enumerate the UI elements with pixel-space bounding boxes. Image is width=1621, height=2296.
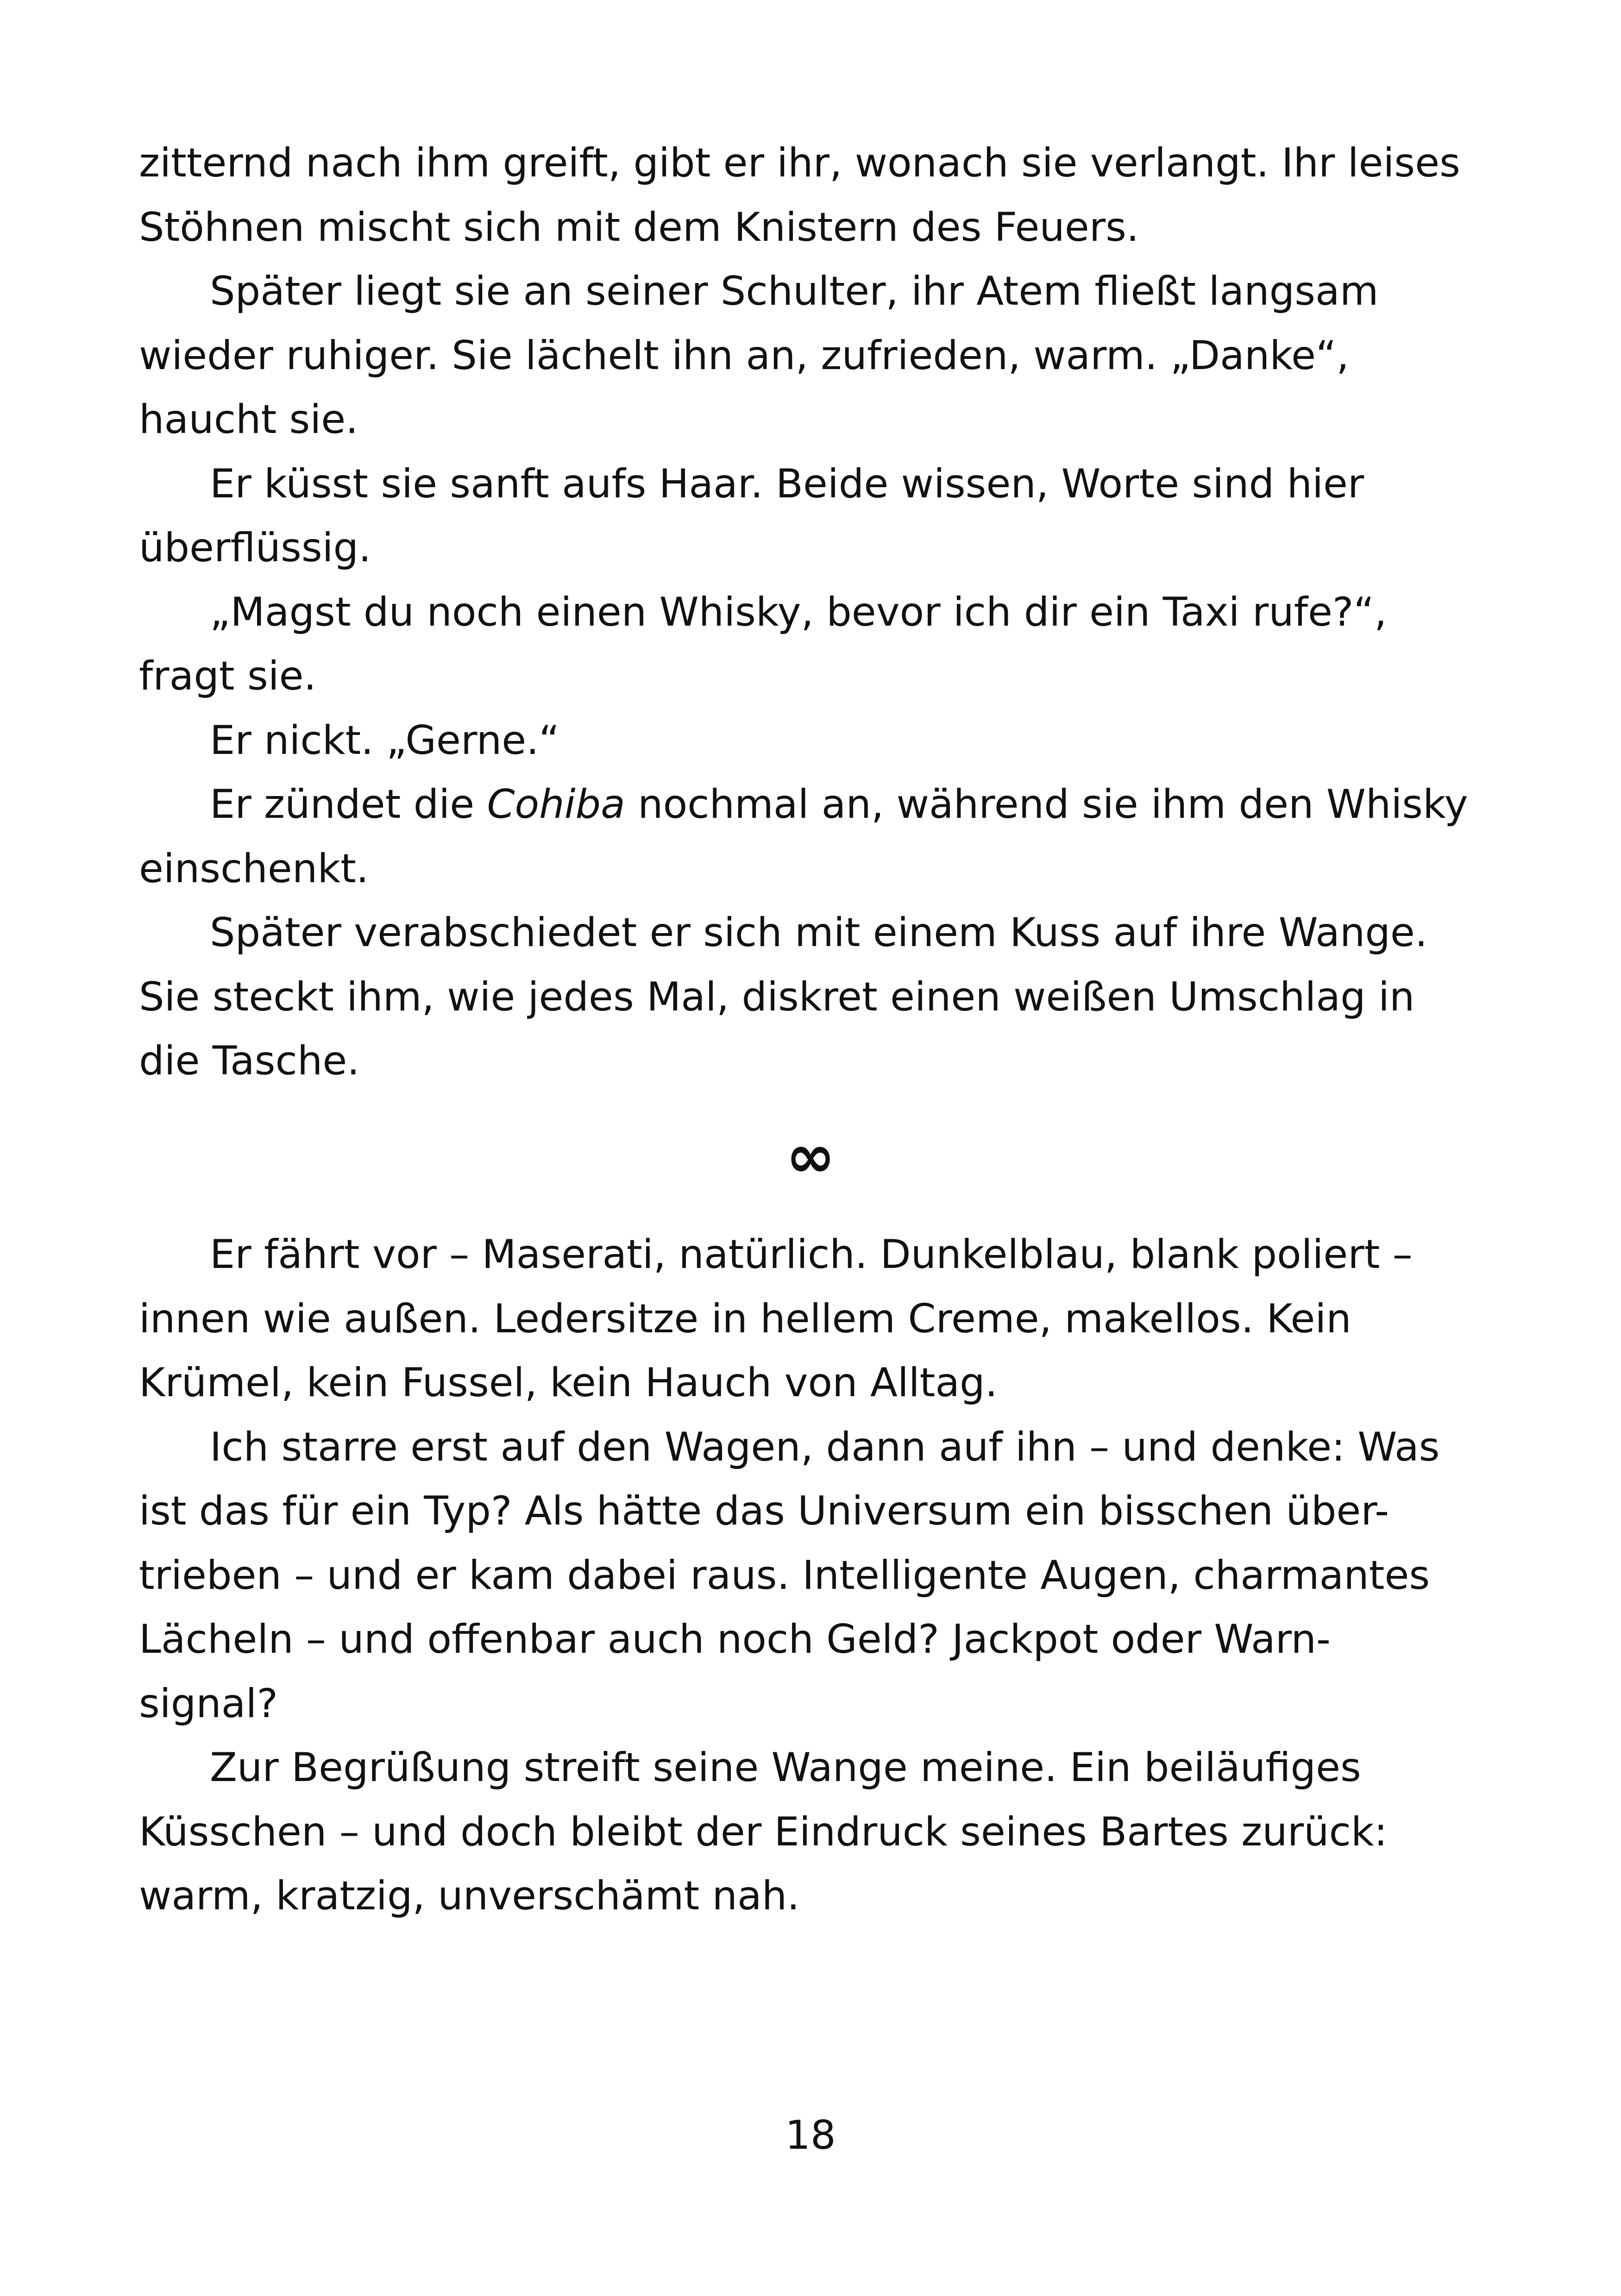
text-line: „Magst du noch einen Whisky, bevor ich dir ein Taxi rufe?“,: [210, 589, 1387, 635]
text-line: innen wie außen. Ledersitze in hellem Creme, makellos. Kein: [139, 1295, 1351, 1342]
italic-title: Cohiba: [487, 781, 625, 828]
text-line: Später verabschiedet er sich mit einem Kuss auf ihre Wange.: [210, 910, 1428, 956]
section-two-text: [139, 1223, 1454, 1928]
text-line: zitternd nach ihm greift, gibt er ihr, wonach sie verlangt. Ihr leises: [139, 140, 1460, 186]
section-separator-infinity: ∞: [785, 1122, 836, 1191]
text-line: Er küsst sie sanft aufs Haar. Beide wissen, Worte sind hier: [210, 460, 1364, 507]
text-line: haucht sie.: [139, 396, 358, 443]
paragraph: [139, 901, 1454, 1093]
paragraph: [139, 709, 1454, 773]
page-number: 18: [785, 2112, 836, 2158]
text-line: signal?: [139, 1680, 278, 1727]
text-line: fragt sie.: [139, 653, 316, 699]
paragraph: [139, 772, 1468, 901]
text-line: Stöhnen mischt sich mit dem Knistern des Feuers.: [139, 204, 1139, 251]
section-one-text: [139, 131, 1468, 1093]
paragraph: [139, 580, 1454, 709]
text-line: Er fährt vor – Maserati, natürlich. Dunkelblau, blank poliert –: [210, 1231, 1413, 1278]
text-line: Sie steckt ihm, wie jedes Mal, diskret einen weißen Umschlag in: [139, 973, 1415, 1020]
paragraph: [139, 452, 1454, 580]
text-segment: nochmal an, während sie ihm den Whisky: [625, 781, 1468, 828]
paragraph: [139, 1415, 1454, 1736]
text-line: [139, 772, 1468, 837]
paragraph: [139, 1736, 1454, 1928]
paragraph: [139, 259, 1454, 452]
text-line: wieder ruhiger. Sie lächelt ihn an, zufrieden, warm. „Danke“,: [139, 332, 1349, 379]
text-line: warm, kratzig, unverschämt nah.: [139, 1873, 800, 1919]
text-line: Später liegt sie an seiner Schulter, ihr Atem fließt langsam: [210, 268, 1379, 314]
text-line: Zur Begrüßung streift seine Wange meine. Ein beiläufiges: [210, 1744, 1361, 1791]
text-line: Küsschen – und doch bleibt der Eindruck seines Bartes zurück:: [139, 1808, 1388, 1855]
text-line: Lächeln – und offenbar auch noch Geld? Jackpot oder Warn-: [139, 1616, 1331, 1662]
text-line: ist das für ein Typ? Als hätte das Universum ein bisschen über-: [139, 1488, 1389, 1534]
text-line: Ich starre erst auf den Wagen, dann auf ihn – und denke: Was: [210, 1424, 1440, 1470]
text-line: Krümel, kein Fussel, kein Hauch von Alltag.: [139, 1360, 998, 1406]
paragraph: [139, 131, 1460, 259]
text-line: überflüssig.: [139, 525, 371, 571]
paragraph: [139, 1223, 1454, 1415]
text-line: trieben – und er kam dabei raus. Intelligente Augen, charmantes: [139, 1552, 1430, 1599]
text-line: die Tasche.: [139, 1038, 360, 1084]
text-line: einschenkt.: [139, 845, 369, 892]
text-segment: Er zündet die: [210, 781, 487, 828]
text-line: Er nickt. „Gerne.“: [210, 717, 560, 764]
